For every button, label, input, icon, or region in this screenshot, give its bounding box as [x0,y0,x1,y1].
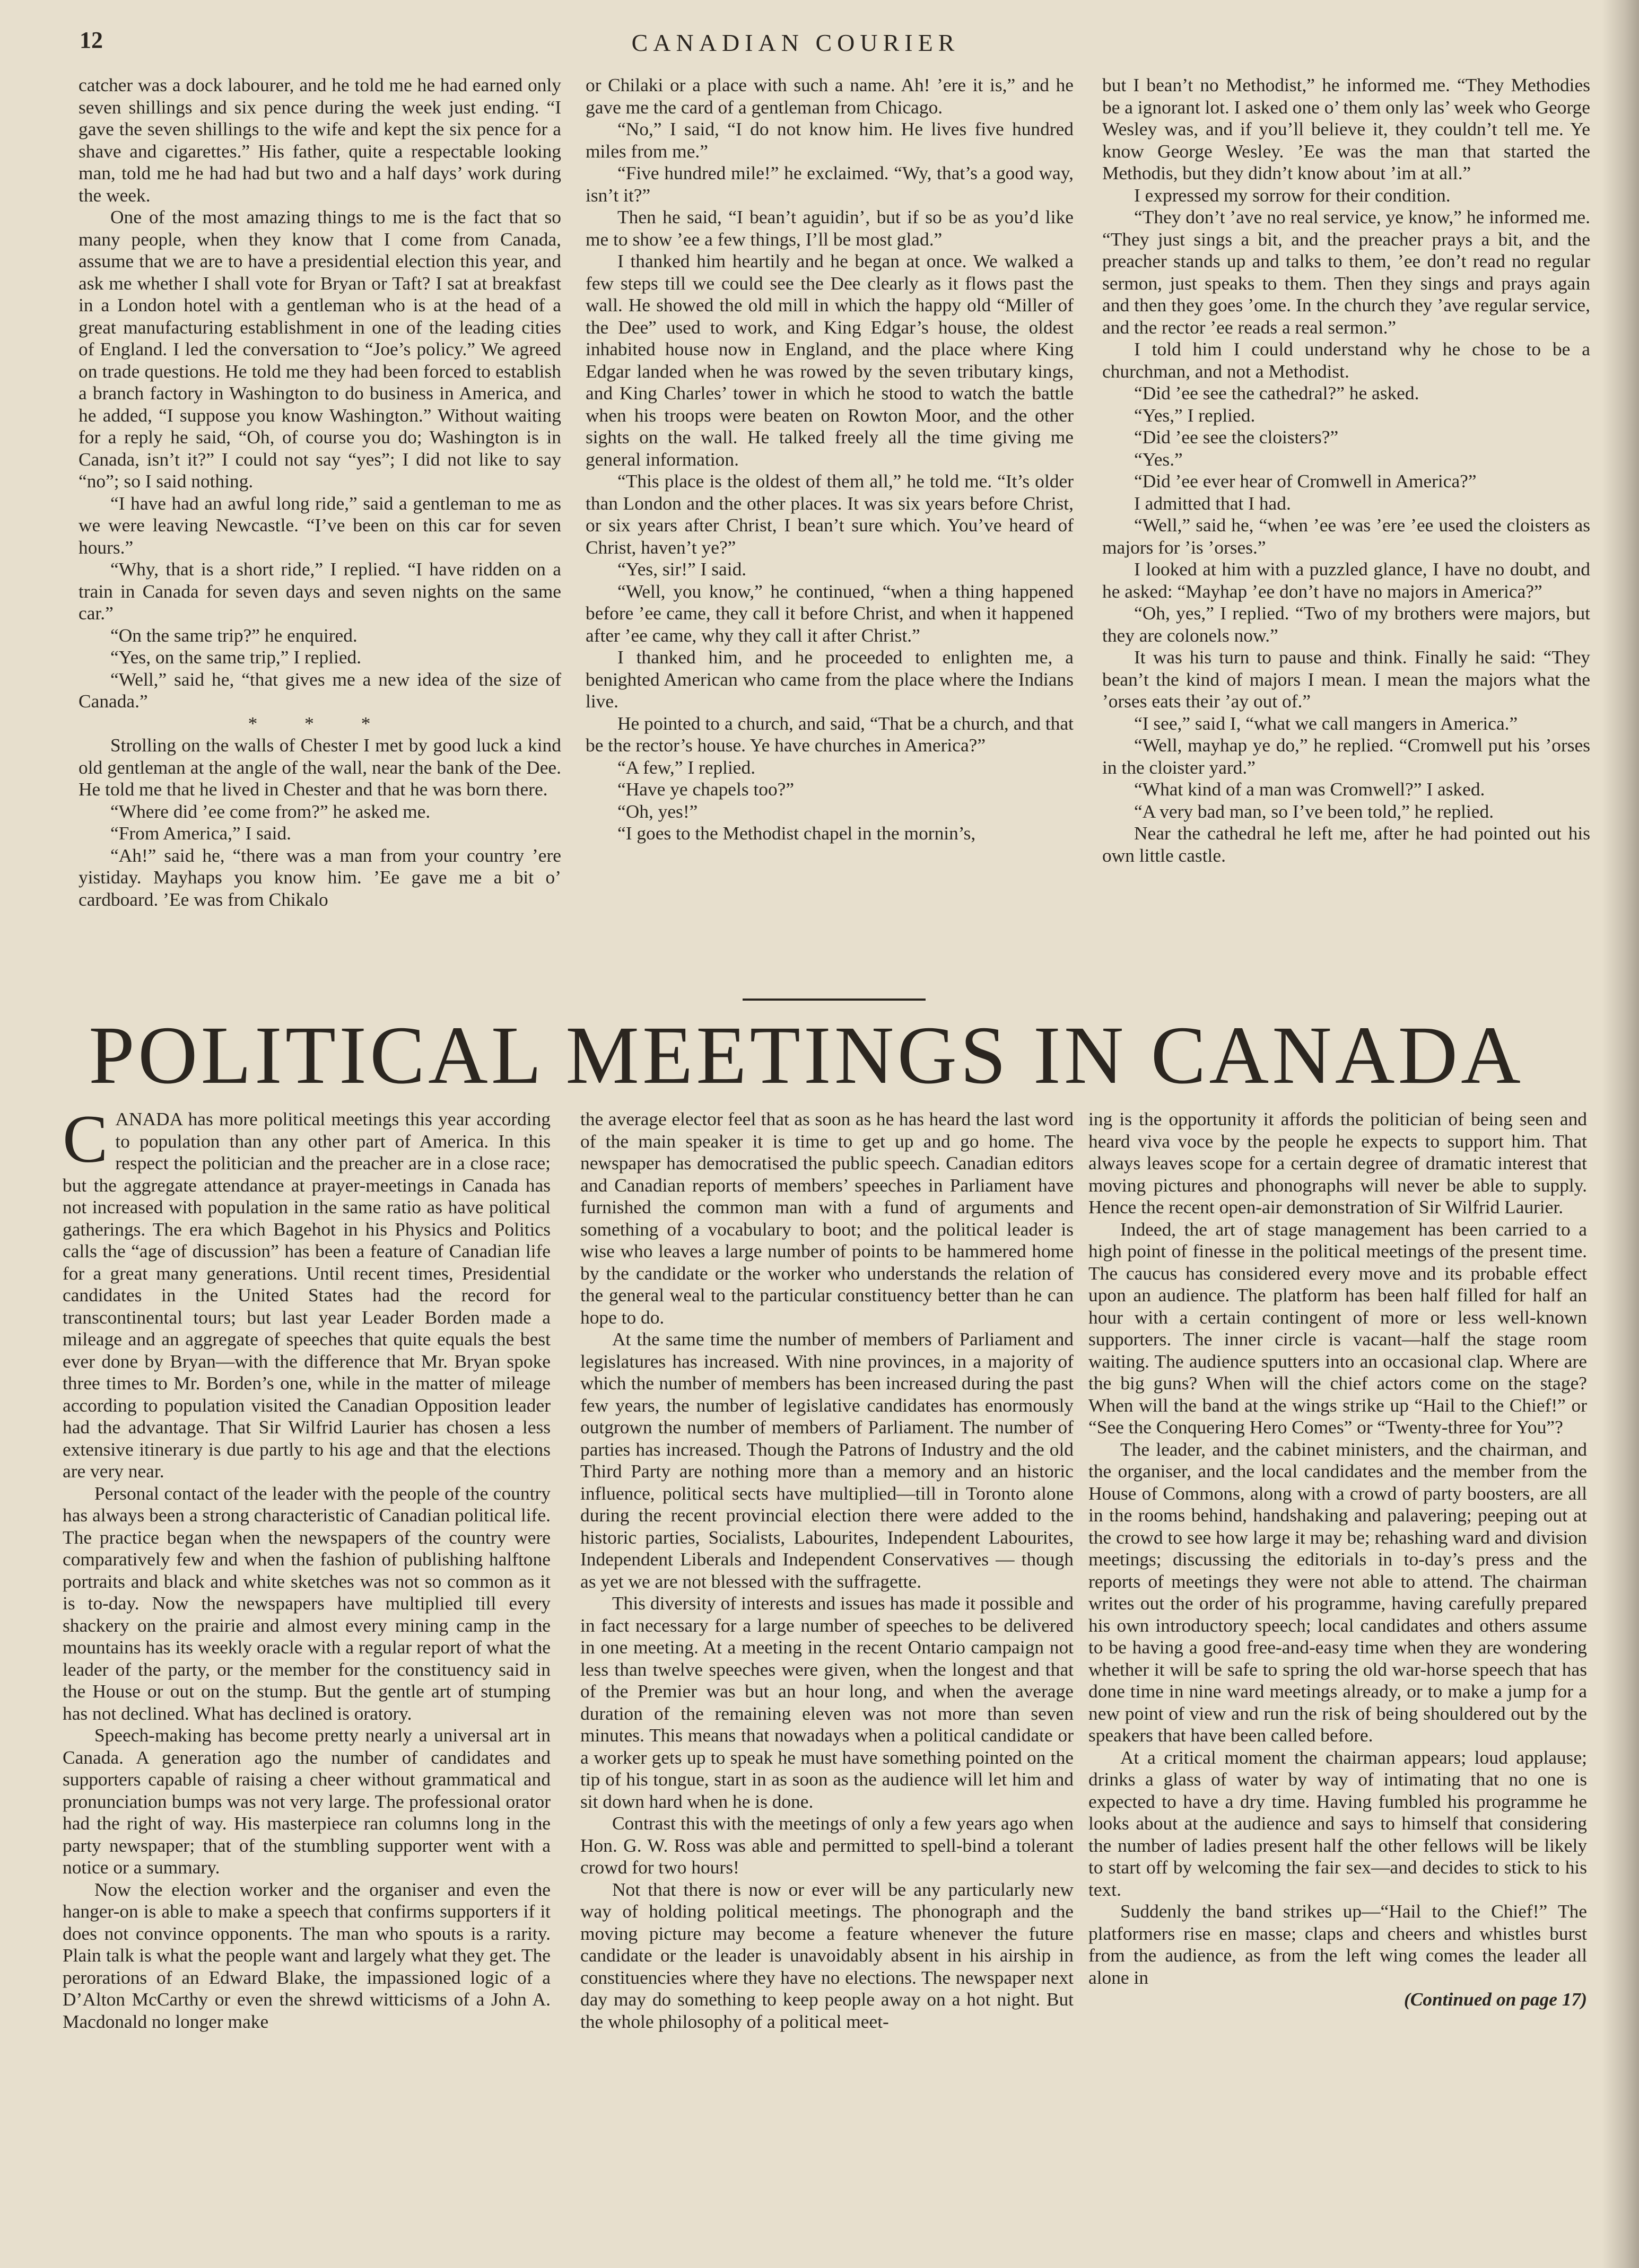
paragraph: “Where did ’ee come from?” he asked me. [110,800,431,822]
paragraph: “Ah!” said he, “there was a man from your country ’ere yistiday. Mayhaps you know him. ’Ee gave me a bit o’ cardboard. ’Ee was from Chikalo [79,844,561,910]
paragraph: but I bean’t no Methodist,” he informed me. “They Methodies be a ignorant lot. I asked one o’ them only las’ week who George Wesley was, and if you’ll believe it, they couldn’t tell me. Ye know George Wesley. ’Ee was the man that started the Methodis, but they didn’t know about ’im at all.” [1102,74,1590,183]
drop-cap: C [63,1101,108,1177]
paragraph: “Oh, yes!” [617,800,698,822]
top-column-1 [79,74,561,910]
section-divider [743,999,926,1001]
paragraph: “Well,” said he, “that gives me a new idea of the size of Canada.” [79,668,561,712]
paragraph: The leader, and the cabinet ministers, and the chairman, and the organiser, and the local candidates and the member from the House of Commons, along with a crowd of party boosters, are all in the rooms behind, handshaking and palavering; peeping out at the crowd to see how large it may be; rehashing ward and division meetings; discussing the editorials in to-day’s press and the reports of meetings they were not able to attend. The chairman writes out the order of his programme, having carefully prepared his own introductory speech; local candidates and others assume to be having a good free-and-easy time when they are wondering whether it will be safe to spring the old war-horse speech that has done time in nine ward meetings already, or to make a jump for a new point of view and run the risk of being shouldered out by the speakers that have been called before. [1088,1438,1587,1746]
paragraph: “On the same trip?” he enquired. [110,624,358,646]
paragraph: or Chilaki or a place with such a name. Ah! ’ere it is,” and he gave me the card of a gentleman from Chicago. [586,74,1074,118]
paragraph: Contrast this with the meetings of only a few years ago when Hon. G. W. Ross was able and permitted to spell-bind a tolerant crowd for two hours! [580,1812,1074,1878]
paragraph: I thanked him heartily and he began at once. We walked a few steps till we could see the Dee clearly as it flows past the wall. He showed the old mill in which the happy old “Miller of the Dee” used to work, and King Edgar’s house, the oldest inhabited house now in England, and the place where King Edgar landed when he was rowed by the seven tributary kings, and King Charles’ tower in which he stood to watch the battle when his troops were beaten on Rowton Moor, and the other sights on the wall. He talked freely all the time giving me general information. [586,250,1074,470]
paragraph: One of the most amazing things to me is the fact that so many people, when they know that I come from Canada, assume that we are to have a presidential election this year, and ask me whether I shall vote for Bryan or Taft? I sat at breakfast in a London hotel with a gentleman who is at the head of a great manufacturing establishment in one of the leading cities of England. I led the conversation to “Joe’s policy.” We agreed on trade questions. He told me they had been forced to establish a branch factory in Washington to do business in America, and he added, “I suppose you know Washington.” Without waiting for a reply he said, “Oh, of course you do; Washington is in Canada, isn’t it?” I could not say “yes”; I did not like to say “no”; so I said nothing. [79,206,561,492]
paragraph: “No,” I said, “I do not know him. He lives five hundred miles from me.” [586,118,1074,162]
paragraph: Not that there is now or ever will be any particularly new way of holding political meetings. The phonograph and the moving picture may become a feature whenever the future candidate or the leader is unavoidably absent in his airship in constituencies where they have no elections. The newspaper next day may do something to keep people away on a hot night. But the whole philosophy of a political meet- [580,1878,1074,2032]
paragraph: “Yes, sir!” I said. [617,558,747,580]
paragraph: ing is the opportunity it affords the politician of being seen and heard viva voce by the people he expects to support him. That always leaves scope for a certain degree of dramatic interest that moving pictures and phonographs will never be able to supply. Hence the recent open-air demonstration of Sir Wilfrid Laurier. [1088,1108,1587,1218]
paragraph: “What kind of a man was Cromwell?” I asked. [1134,778,1485,800]
paragraph: “Have ye chapels too?” [617,778,795,800]
paragraph: “I goes to the Methodist chapel in the mornin’s, [617,822,976,844]
paragraph: “A few,” I replied. [617,756,756,778]
paragraph: “Did ’ee ever hear of Cromwell in America?” [1134,470,1477,492]
paragraph: I thanked him, and he proceeded to enlighten me, a benighted American who came from the place where the Indians live. [586,646,1074,712]
lead-paragraph [63,1101,551,1483]
paragraph: “Well, you know,” he continued, “when a thing happened before ’ee came, they call it before Christ, and when it happened after ’ee came, why they call it after Christ.” [586,580,1074,646]
paragraph: Indeed, the art of stage management has been carried to a high point of finesse in the political meetings of the present time. The caucus has considered every move and its probable effect upon an audience. The platform has been half filled for half an hour with a certain contingent of more or less well-known supporters. The inner circle is vacant—half the stage room waiting. The audience sputters into an occasional clap. Where are the big guns? When will the chief actors come on the stage? When will the band at the wings strike up “Hail to the Chief!” or “See the Conquering Hero Comes” or “Twenty-three for You”? [1088,1218,1587,1438]
paragraph: He pointed to a church, and said, “That be a church, and that be the rector’s house. Ye have churches in America?” [586,712,1074,756]
paragraph: catcher was a dock labourer, and he told me he had earned only seven shillings and six pence during the week just ending. “I gave the seven shillings to the wife and kept the six pence for a shave and cigarettes.” His father, quite a respectable looking man, told me he had had but two and a half days’ work during the week. [79,74,561,206]
paragraph: Near the cathedral he left me, after he had pointed out his own little castle. [1102,822,1590,866]
paragraph: This diversity of interests and issues has made it possible and in fact necessary for a large number of speeches to be delivered in one meeting. At a meeting in the recent Ontario campaign not less than twelve speeches were given, when the longest and that of the Premier was but an hour long, and when the average duration of the remaining eleven was not more than seven minutes. This means that nowadays when a political candidate or a worker gets up to speak he must have something pointed on the tip of his tongue, start in as soon as the audience will let him and sit down hard when he is done. [580,1592,1074,1812]
paragraph: “Did ’ee see the cathedral?” he asked. [1134,382,1419,404]
top-column-3 [1102,74,1590,866]
article-column-1 [63,1101,551,2033]
article-column-2 [580,1108,1074,2033]
paragraph: “I see,” said I, “what we call mangers in America.” [1134,712,1518,734]
paragraph: “They don’t ’ave no real service, ye know,” he informed me. “They just sings a bit, and the preacher prays a bit, and the preacher stands up and talks to them, ’ee don’t read no regular sermon, just speaks to them. Then they sings and prays again and then they goes ’ome. In the church they ’ave regular service, and the rector ’ee reads a real sermon.” [1102,206,1590,338]
running-title: CANADIAN COURIER [631,29,960,56]
paragraph: Now the election worker and the organiser and even the hanger-on is able to make a speech that confirms supporters if it does not convince opponents. The man who spouts is a rarity. Plain talk is what the people want and largely what they get. The perorations of an Edward Blake, the impassioned logic of a D’Alton McCarthy or even the shrewd witticisms of a John A. Macdonald no longer make [63,1878,551,2032]
page-edge-shadow [1602,0,1639,2268]
paragraph: “Well,” said he, “when ’ee was ’ere ’ee used the cloisters as majors for ’is ’orses.” [1102,514,1590,558]
paragraph: At the same time the number of members of Parliament and legislatures has increased. With nine provinces, in a majority of which the number of members has been increased during the past few years, the number of legislative candidates has enormously outgrown the number of members of Parliament. The number of parties has increased. Though the Patrons of Industry and the old Third Party are nothing more than a memory and an historic influence, political sects have multiplied—till in Toronto alone during the recent provincial election there were added to the historic parties, Socialists, Labourites, Independent Labourites, Independent Liberals and Independent Conservatives — though as yet we are not blessed with the suffragette. [580,1328,1074,1592]
paragraph: “Well, mayhap ye do,” he replied. “Cromwell put his ’orses in the cloister yard.” [1102,734,1590,778]
paragraph: “Did ’ee see the cloisters?” [1134,426,1339,448]
paragraph: I told him I could understand why he chose to be a churchman, and not a Methodist. [1102,338,1590,382]
paragraph: I looked at him with a puzzled glance, I have no doubt, and he asked: “Mayhap ’ee don’t have no majors in America?” [1102,558,1590,602]
article-headline: POLITICAL MEETINGS IN CANADA [89,1009,1524,1101]
paragraph: It was his turn to pause and think. Finally he said: “They bean’t the kind of majors I mean. I mean the majors what the ’orses eats their ’ay out of.” [1102,646,1590,712]
paragraph: “Yes,” I replied. [1134,404,1256,426]
paragraph: “A very bad man, so I’ve been told,” he replied. [1134,800,1494,822]
paragraph: Speech-making has become pretty nearly a universal art in Canada. A generation ago the number of candidates and supporters capable of raising a cheer without grammatical and pronunciation bumps was not very large. The professional orator had the right of way. His masterpiece ran columns long in the party newspaper; that of the stumbling supporter went with a notice or a summary. [63,1724,551,1878]
paragraph: Strolling on the walls of Chester I met by good luck a kind old gentleman at the angle of the wall, near the bank of the Dee. He told me that he lived in Chester and that he was born there. [79,734,561,800]
paragraph: “Five hundred mile!” he exclaimed. “Wy, that’s a good way, isn’t it?” [586,162,1074,206]
paragraph: the average elector feel that as soon as he has heard the last word of the main speaker it is time to get up and go home. The newspaper has democratised the public speech. Canadian editors and Canadian reports of members’ speeches in Parliament have furnished the common man with a fund of arguments and something of a vocabulary to boot; and the political leader is wise who leaves a large number of points to be hammered home by the candidate or the worker who understands the relation of the general weal to the particular constituency better than he can hope to do. [580,1108,1074,1328]
paragraph: “This place is the oldest of them all,” he told me. “It’s older than London and the other places. It was six years before Christ, or six years after Christ, I bean’t sure which. You’ve heard of Christ, haven’t ye?” [586,470,1074,558]
paragraph: Suddenly the band strikes up—“Hail to the Chief!” The platformers rise en masse; claps and cheers and whistles burst from the audience, as from the left wing comes the leader all alone in [1088,1901,1587,1988]
paragraph: “Yes.” [1134,448,1183,470]
paragraph: Then he said, “I bean’t aguidin’, but if so be as you’d like me to show ’ee a few things, I’ll be most glad.” [586,206,1074,250]
continued-note: (Continued on page 17) [1403,1989,1587,2010]
paragraph: Personal contact of the leader with the people of the country has always been a strong characteristic of Canadian political life. The practice began when the newspapers of the country were comparatively few and when the fashion of publishing halftone portraits and black and white sketches was not so common as it is to-day. Now the newspapers have multiplied till every shackery on the prairie and almost every mining camp in the mountains has its weekly oracle with a regular report of what the leader of the party, or the member for the constituency said in the House or out on the stump. But the gentle art of stumping has not declined. What has declined is oratory. [63,1482,551,1724]
top-column-2 [586,74,1074,845]
paragraph: “I have had an awful long ride,” said a gentleman to me as we were leaving Newcastle. “I’ve been on this car for seven hours.” [79,492,561,558]
page-header [0,21,1591,64]
paragraph: “Oh, yes,” I replied. “Two of my brothers were majors, but they are colonels now.” [1102,602,1590,646]
lead-paragraph-text: ANADA has more political meetings this year according to population than any other part of America. In this respect the politician and the preacher are in a close race; but the aggregate attendance at prayer-meetings in Canada has not increased with population in the same ratio as have political gatherings. The era which Bagehot in his Physics and Politics calls the “age of discussion” has been a feature of Canadian life for a great many generations. Until recent times, Presidential candidates in the United States had the record for transcontinental tours; but last year Leader Borden made a mileage and an aggregate of speeches that quite equals the best ever done by Bryan—with the difference that Mr. Bryan spoke three times to Mr. Borden’s one, while in the matter of mileage according to population visited the Canadian Opposition leader had the advantage. That Sir Wilfrid Laurier has chosen a less extensive itinerary is due partly to his age and that the elections are very near. [63,1108,551,1482]
page-number: 12 [80,27,103,53]
paragraph: “Yes, on the same trip,” I replied. [110,646,362,668]
section-separator: * * * [248,712,392,734]
paragraph: “From America,” I said. [110,822,292,844]
paragraph: “Why, that is a short ride,” I replied. “I have ridden on a train in Canada for seven days and seven nights on the same car.” [79,558,561,624]
paragraph: At a critical moment the chairman appears; loud applause; drinks a glass of water by way of intimating that no one is expected to have a dry time. Having fumbled his programme he looks about at the audience and says to himself that considering the number of ladies present half the other fellows will be likely to start off by welcoming the fair sex—and decides to stick to his text. [1088,1746,1587,1900]
paragraph: I admitted that I had. [1134,492,1291,514]
article-column-3 [1088,1108,1587,2011]
paragraph: I expressed my sorrow for their condition. [1134,184,1451,206]
